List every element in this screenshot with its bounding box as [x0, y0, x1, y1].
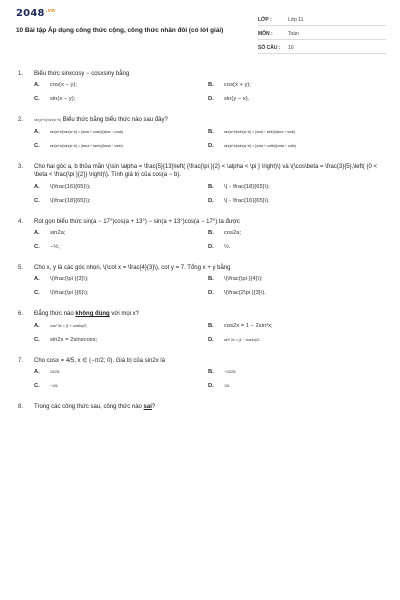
question-number: 4. [18, 218, 24, 225]
options [18, 365, 382, 393]
question-6 [18, 310, 382, 346]
option-a[interactable]: A. 24/25; [34, 369, 60, 376]
option-a[interactable]: A. \(\frac{\pi }{3}\); [34, 276, 89, 283]
question-stem: Cho x, y là các góc nhọn, \(\cot x = \frac{4}{3}\), cot y = 7. Tổng x + y bằng [34, 265, 231, 272]
question-stem: Cho cosx = 4/5, x ∈ (−π/2; 0). Giá trị của sin2x là [34, 357, 166, 364]
option-d[interactable]: D. sin² 2x = (1 − cos4x)/2. [208, 336, 261, 343]
meta-value: 10 [288, 44, 294, 51]
logo-suffix: .vn [45, 8, 55, 14]
options [18, 125, 382, 153]
question-number: 7. [18, 357, 24, 364]
option-d[interactable]: D. \( - \frac{16}{65}\). [208, 197, 270, 204]
options [18, 272, 382, 300]
stem-fraction: sin(a+b)/sin(a−b) [34, 118, 62, 123]
question-4 [18, 218, 382, 254]
question-stem [34, 116, 382, 124]
option-c[interactable]: C. −½; [34, 244, 60, 251]
options [18, 78, 382, 106]
option-b[interactable]: B. cos(x + y); [208, 82, 251, 89]
question-number: 5. [18, 265, 24, 272]
question-number: 6. [18, 311, 24, 318]
option-a[interactable]: A. cos² 3x = (1 + cos6x)/2; [34, 322, 88, 329]
option-b[interactable]: B. \(\frac{\pi }{4}\); [208, 276, 263, 283]
options [18, 226, 382, 254]
question-stem: Rút gọn biểu thức sin(a − 17°)cos(a + 13°) − sin(a + 13°)cos(a − 17°) ta được [34, 218, 240, 225]
logo-text: 2048 [16, 8, 45, 19]
option-d[interactable]: D. sin(a+b)/sin(a−b) = (cota + cotb)/(cota − cotb) [208, 142, 296, 149]
option-b[interactable]: B. sin(a+b)/sin(a−b) = (sina − sinb)/(sina + sinb) [208, 128, 295, 135]
meta-value: Lớp 11 [288, 16, 304, 23]
meta-value: Toán [288, 30, 299, 37]
option-d[interactable]: D. sin(y − x). [208, 96, 250, 103]
option-d[interactable]: D. ½. [208, 244, 231, 251]
questions-list [0, 60, 400, 412]
question-1 [18, 70, 382, 106]
options [18, 319, 382, 347]
question-number: 3. [18, 163, 24, 170]
option-a[interactable]: A. cos(x − y); [34, 82, 77, 89]
page-header [0, 0, 400, 60]
document-title: 10 Bài tập Áp dụng công thức cộng, công thức nhân đôi (có lời giải) [16, 27, 224, 34]
question-number: 1. [18, 71, 24, 77]
question-stem: Biểu thức sinxcosy − cosxsiny bằng [34, 71, 130, 77]
meta-row-subject [258, 28, 386, 40]
question-number: 2. [18, 117, 24, 124]
meta-key: LỚP : [258, 16, 272, 23]
meta-row-class [258, 14, 386, 26]
meta-key: SỐ CÂU : [258, 44, 281, 51]
question-stem: Cho hai góc a, b thỏa mãn \(\sin \alpha = \frac{5}{13}\left( {\frac{\pi }{2} < \alpha < \pi } \right)\) và \(\cos\beta = \frac{3}{5},\left( {0 < \beta < \frac{\pi }{2}} \right)\). Tính giá trị của cos(a − b). [34, 163, 378, 179]
emphasis: không đúng [75, 311, 110, 318]
question-3 [18, 163, 382, 208]
question-stem: Đẳng thức nào không đúng với mọi x? [34, 311, 139, 318]
option-c[interactable]: C. \(\frac{18}{65}\); [34, 197, 91, 204]
question-5 [18, 264, 382, 300]
question-7 [18, 357, 382, 393]
question-stem: Trong các công thức sau, công thức nào sai? [34, 404, 156, 411]
option-a[interactable]: A. \(\frac{16}{65}\); [34, 183, 91, 190]
option-a[interactable]: A. sin2a; [34, 230, 66, 237]
option-b[interactable]: B. −24/25; [208, 369, 237, 376]
option-d[interactable]: D. \(\frac{2\pi }{3}\). [208, 290, 266, 297]
stem-text: Biểu thức bằng biểu thức nào sau đây? [62, 117, 168, 124]
option-c[interactable]: C. sin(x − y); [34, 96, 76, 103]
meta-row-count [258, 42, 386, 54]
emphasis: sai [143, 404, 152, 411]
options [18, 180, 382, 208]
option-c[interactable]: C. −1/5; [34, 383, 59, 390]
meta-key: MÔN : [258, 30, 273, 37]
option-a[interactable]: A. sin(a+b)/sin(a−b) = (sina + cosb)/(sina − cosb) [34, 128, 124, 135]
question-2 [18, 116, 382, 152]
option-d[interactable]: D. 1/5. [208, 383, 230, 390]
option-b[interactable]: B. cos2x = 1 − 2sin²x; [208, 322, 273, 329]
question-number: 8. [18, 404, 24, 411]
option-b[interactable]: B. cos2a; [208, 230, 242, 237]
option-c[interactable]: C. \(\frac{\pi }{6}\); [34, 290, 89, 297]
option-c[interactable]: C. sin2x = 2sinxcosx; [34, 336, 98, 343]
option-b[interactable]: B. \( - \frac{18}{65}\); [208, 183, 270, 190]
meta-box [258, 14, 386, 56]
question-8 [18, 403, 382, 411]
option-c[interactable]: C. sin(a+b)/sin(a−b) = (tana + tanb)/(tana − tanb) [34, 142, 123, 149]
